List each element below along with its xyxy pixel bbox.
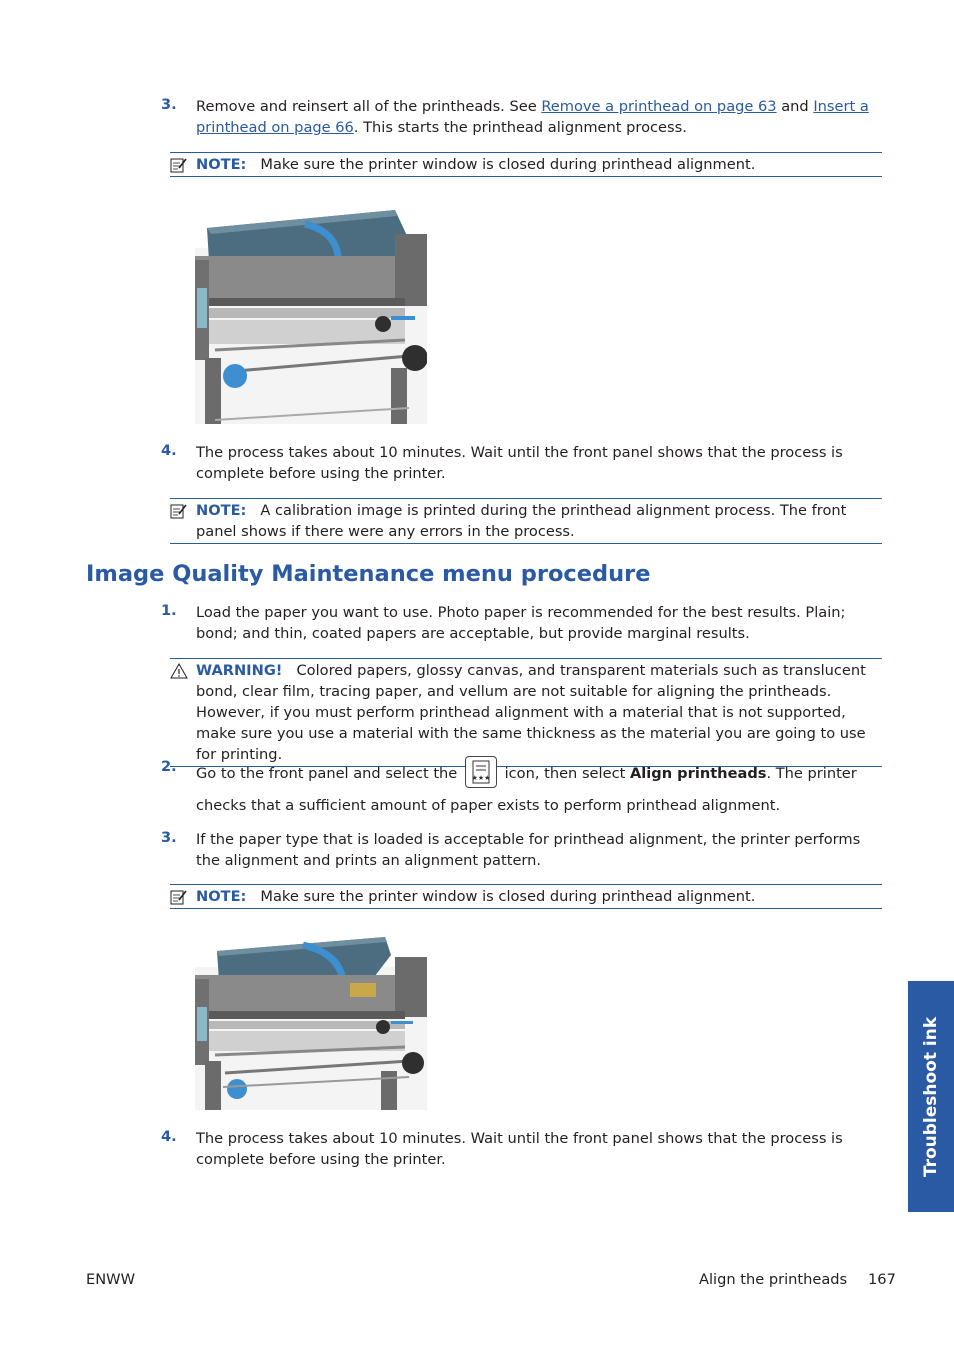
svg-text:★★★: ★★★: [471, 774, 491, 782]
step-number: 4.: [161, 442, 177, 459]
note-label: NOTE:: [196, 888, 247, 905]
footer-left: ENWW: [86, 1271, 135, 1288]
image-quality-icon: [465, 756, 497, 788]
step-number: 3.: [161, 96, 177, 113]
insert-printhead-link[interactable]: Insert a printhead on page 66: [196, 98, 869, 136]
section-heading: Image Quality Maintenance menu procedure: [86, 561, 651, 587]
note-callout: [170, 884, 882, 909]
step-number: 4.: [161, 1128, 177, 1145]
warning-triangle-icon: [170, 663, 188, 679]
note-callout: [170, 498, 882, 544]
step-text: Go to the front panel and select the ★★★ icon, then select Align printheads. The printer checks that a sufficient amount of paper exists to perform printhead alignment.: [196, 758, 886, 821]
step-number: 1.: [161, 602, 177, 619]
printer-window-illustration: [195, 937, 427, 1110]
note-text: A calibration image is printed during the printhead alignment process. The front panel shows if there were any errors in the process.: [196, 502, 847, 540]
chapter-side-tab-label: Troubleshoot ink: [921, 1016, 941, 1177]
step-text: Remove and reinsert all of the printheads. See Remove a printhead on page 63 and Insert a printhead on page 66. This starts the printhead alignment process.: [196, 98, 869, 136]
note-callout: [170, 152, 882, 177]
note-icon: [170, 157, 188, 173]
page-number: 167: [868, 1271, 896, 1288]
note-text: Make sure the printer window is closed during printhead alignment.: [260, 156, 756, 173]
note-label: NOTE:: [196, 156, 247, 173]
footer-section: Align the printheads: [699, 1271, 848, 1288]
remove-printhead-link[interactable]: Remove a printhead on page 63: [541, 98, 777, 115]
chapter-side-tab: [908, 981, 954, 1212]
step-number: 3.: [161, 829, 177, 846]
note-label: NOTE:: [196, 502, 247, 519]
warning-text: Colored papers, glossy canvas, and transparent materials such as translucent bond, clear film, tracing paper, and vellum are not suitable for aligning the printheads. However, if you must perform printhead alignment with a material that is not supported, make sure you use a material with the same thickness as the material you are going to use for printing.: [196, 662, 866, 763]
printer-window-illustration: [195, 208, 427, 424]
note-icon: [170, 889, 188, 905]
note-text: Make sure the printer window is closed during printhead alignment.: [260, 888, 756, 905]
note-icon: [170, 503, 188, 519]
step-text: If the paper type that is loaded is acceptable for printhead alignment, the printer performs the alignment and prints an alignment pattern.: [196, 831, 861, 869]
step-text: The process takes about 10 minutes. Wait until the front panel shows that the process is complete before using the printer.: [196, 444, 843, 482]
warning-callout: [170, 658, 882, 767]
step-text: The process takes about 10 minutes. Wait until the front panel shows that the process is complete before using the printer.: [196, 1130, 843, 1168]
warning-label: WARNING!: [196, 662, 283, 679]
step-number: 2.: [161, 758, 177, 775]
step-text: Load the paper you want to use. Photo paper is recommended for the best results. Plain; bond; and thin, coated papers are acceptable, but provide marginal results.: [196, 604, 846, 642]
